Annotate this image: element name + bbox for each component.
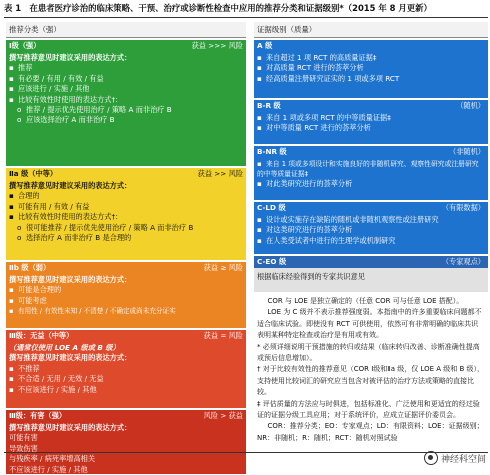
list-item: ▪ 对高质量 RCT 进行的荟萃分析 xyxy=(257,63,364,73)
evidence-level-column xyxy=(254,22,488,448)
list-item: o 很可能推荐 / 提示优先使用治疗 / 策略 A 而非治疗 B xyxy=(17,222,194,232)
class-2a-body xyxy=(6,180,246,243)
footnote: COR 与 LOE 是独立确定的（任意 COR 可与任意 LOE 搭配）。 xyxy=(267,297,464,305)
list-item: ▪ 设计或实施存在缺陷的随机或非随机观察性或注册研究 xyxy=(257,215,439,224)
list-item: ▪ 在人类受试者中进行的生理学或机制研究 xyxy=(257,235,396,245)
class-2b-bar xyxy=(6,262,246,274)
level-cld-tag: （有限数据） xyxy=(441,203,485,212)
class-3-nobenefit-tag: 获益 = 风险 xyxy=(203,331,243,340)
list-item: ▪ 对这类研究进行的荟萃分析 xyxy=(257,225,353,235)
level-br-tag: （随机） xyxy=(456,101,485,110)
class-2a-tag: 获益 >> 风险 xyxy=(197,169,243,178)
class-2a-sub: 撰写推荐意见时建议采用的表达方式： xyxy=(9,181,132,190)
list-item: ▪ 有用性 / 有效性未知 / 不清楚 / 不确定或尚未充分证实 xyxy=(9,307,176,316)
wechat-logo-icon xyxy=(424,451,438,465)
class-3-harm-sub: 撰写推荐意见时建议采用的表达方式： xyxy=(9,423,132,432)
list-item: ▪ 有必要 / 有用 / 有效 / 有益 xyxy=(9,73,104,83)
class-3-harm-name: Ⅲ级：有害（强） xyxy=(9,411,67,420)
watermark xyxy=(424,451,486,465)
class-1-block xyxy=(6,40,246,166)
list-item: 与残疾率 / 病死率增高相关 xyxy=(9,454,96,464)
class-1-body xyxy=(6,52,246,166)
level-cld-bar xyxy=(254,202,488,214)
class-2b-sub: 撰写推荐意见时建议采用的表达方式： xyxy=(9,275,132,284)
bottom-rule xyxy=(4,452,488,453)
level-ceo-text: 根据临床经验得到的专家共识意见 xyxy=(257,272,365,281)
class-2a-name: Ⅱa 级（中等） xyxy=(9,169,58,178)
level-a-name: A 级 xyxy=(257,41,273,50)
list-item: ▪ 对中等质量 RCT 进行的荟萃分析 xyxy=(257,123,371,133)
class-3-harm-body xyxy=(6,422,246,475)
top-rule xyxy=(4,17,488,18)
list-item: 不应该进行 / 实施 / 其他 xyxy=(9,464,88,474)
table-title: 表 1 在患者医疗诊治的临床策略、干预、治疗或诊断性检查中应用的推荐分类和证据级别*（2015 年 8 月更新） xyxy=(4,3,432,13)
level-a-body xyxy=(254,52,488,84)
level-br-body xyxy=(254,112,488,134)
list-item: o 推荐 / 提示优先使用治疗 / 策略 A 而非治疗 B xyxy=(17,105,172,115)
class-3-nobenefit-body xyxy=(6,342,246,395)
level-br-block xyxy=(254,100,488,144)
level-ceo-block xyxy=(254,256,488,292)
list-item: ▪ 可能有用 / 有效 / 有益 xyxy=(9,201,90,211)
class-2b-block xyxy=(6,262,246,328)
class-2b-tag: 获益 ≥ 风险 xyxy=(203,263,243,272)
class-3-harm-tag: 风险 > 获益 xyxy=(203,411,243,420)
footnote: † 对于比较有效性的推荐意见（COR Ⅰ级和Ⅱa 级，仅 LOE A 级和 B 级），支持使用比较词汇的研究应当包含对被评估的治疗方法或策略的直接比较。 xyxy=(257,365,485,397)
level-ceo-name: C-EO 级 xyxy=(257,257,287,266)
list-item: ▪ 可能是合理的 xyxy=(9,285,62,295)
list-item: ▪ 应该进行 / 实施 / 其他 xyxy=(9,84,90,94)
class-3-nobenefit-note: （通常仅使用 LOE A 级或 B 级） xyxy=(9,343,120,352)
class-2a-bar xyxy=(6,168,246,180)
footnote: ‡ 评估质量的方法应与时俱进，包括标准化、广泛使用和更适宜的经过验证的证据分级工具应用；对于系统评价，应成立证据评价委员会。 xyxy=(257,399,480,420)
class-3-harm-block xyxy=(6,410,246,474)
class-3-nobenefit-name: Ⅲ级：无益（中等） xyxy=(9,331,74,340)
level-cld-name: C-LD 级 xyxy=(257,203,286,212)
footnotes xyxy=(254,296,488,448)
class-1-tag: 获益 >>> 风险 xyxy=(191,41,243,50)
list-item: 可能有害 xyxy=(9,433,38,443)
level-bnr-name: B-NR 级 xyxy=(257,147,287,156)
class-3-nobenefit-bar xyxy=(6,330,246,342)
level-a-block xyxy=(254,40,488,98)
right-column-header: 证据级别（质量） xyxy=(254,22,488,38)
footnote: LOE 为 C 级并不表示推荐强度弱。本指南中的许多重要临床问题都不适合临床试验。即使没有 RCT 可供使用，依然可有非常明确的临床共识表明某种特定检查或治疗是有用或有效。 xyxy=(257,308,482,340)
list-item: ▪ 来自 1 项或多项 RCT 的中等质量证据‡ xyxy=(257,113,391,122)
watermark-text: 神经科空间 xyxy=(440,454,486,465)
level-bnr-block xyxy=(254,146,488,200)
list-item: ▪ 合理的 xyxy=(9,191,40,201)
list-item: ▪ 比较有效性时使用的表达方式†： xyxy=(9,212,123,222)
list-item: o 应该选择治疗 A 而非治疗 B xyxy=(17,115,115,125)
footnote: COR：推荐分类；EO：专家观点；LD：有限资料；LOE：证据级别；NR：非随机；R：随机；RCT：随机对照试验 xyxy=(257,422,484,442)
list-item: 导致伤害 xyxy=(9,443,38,453)
left-column-header: 推荐分类（强） xyxy=(6,22,246,38)
level-ceo-bar xyxy=(254,256,488,268)
list-item: ▪ 来自超过 1 项 RCT 的高质量证据‡ xyxy=(257,53,377,62)
class-1-sub: 撰写推荐意见时建议采用的表达方式： xyxy=(9,53,132,62)
list-item: ▪ 对此类研究进行的荟萃分析 xyxy=(257,179,353,188)
level-bnr-bar xyxy=(254,146,488,158)
class-2b-body xyxy=(6,274,246,317)
class-2a-block xyxy=(6,168,246,260)
level-ceo-body xyxy=(254,268,488,282)
list-item: ▪ 比较有效性时使用的表达方式†： xyxy=(9,94,123,104)
class-3-harm-bar xyxy=(6,410,246,422)
list-item: ▪ 不合适 / 无用 / 无效 / 无益 xyxy=(9,374,104,384)
recommendation-class-column xyxy=(6,22,246,474)
level-cld-body xyxy=(254,214,488,246)
class-3-nobenefit-block xyxy=(6,330,246,408)
list-item: ▪ 来自 1 项或多项设计和实施良好的非随机研究、观察性研究或注册研究的中等质量证据‡ xyxy=(257,160,479,178)
level-bnr-body xyxy=(254,158,488,189)
list-item: ▪ 经高质量注册研究证实的 1 项或多项 RCT xyxy=(257,73,400,83)
level-bnr-tag: （非随机） xyxy=(449,147,485,156)
level-br-name: B-R 级 xyxy=(257,101,281,110)
list-item: ▪ 推荐 xyxy=(9,63,33,73)
list-item: ▪ 不应该进行 / 实施 / 其他 xyxy=(9,384,97,394)
level-ceo-tag: （专家观点） xyxy=(441,257,485,266)
class-2b-name: Ⅱb 级（弱） xyxy=(9,263,51,272)
list-item: ▪ 不推荐 xyxy=(9,363,40,373)
level-br-bar xyxy=(254,100,488,112)
class-3-nobenefit-sub: 撰写推荐意见时建议采用的表达方式： xyxy=(9,353,132,363)
level-cld-block xyxy=(254,202,488,254)
class-1-name: Ⅰ级（强） xyxy=(9,41,41,50)
level-a-bar xyxy=(254,40,488,52)
list-item: ▪ 可能考虑 xyxy=(9,295,47,305)
footnote: * 必须详细说明干预措施的转归或结果（临床转归改善、诊断准确性提高或预后信息增加）。 xyxy=(257,342,480,363)
class-1-bar xyxy=(6,40,246,52)
list-item: o 选择治疗 A 而非治疗 B 是合理的 xyxy=(17,233,132,243)
